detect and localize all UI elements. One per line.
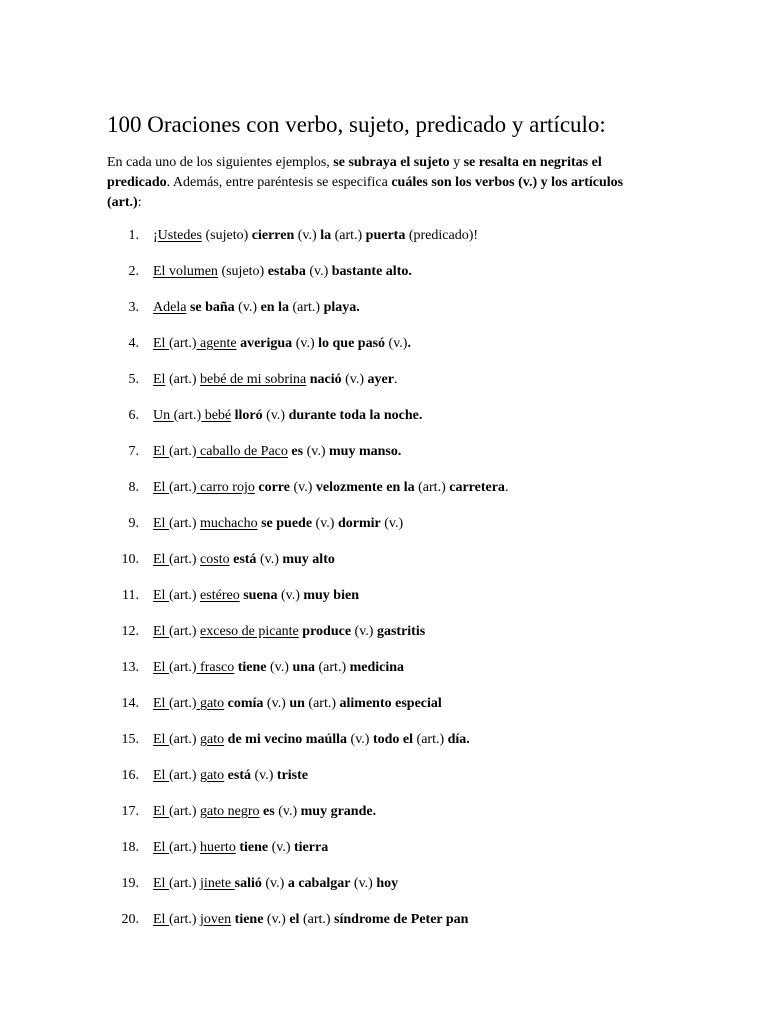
predicate-text: tiene: [239, 840, 269, 855]
item-sentence: [153, 622, 425, 642]
predicate-text: triste: [276, 768, 308, 783]
predicate-text: .: [407, 336, 411, 351]
subject-text: gato: [200, 768, 225, 783]
item-number: 12.: [121, 624, 139, 639]
subject-text: bebé: [201, 408, 232, 423]
item-sentence: [153, 298, 360, 318]
plain-text: (art.): [288, 300, 324, 315]
item-number: 4.: [128, 336, 139, 351]
predicate-text: se resalta en negritas el predicado: [107, 155, 602, 190]
plain-text: (art.): [168, 480, 197, 495]
item-sentence: [153, 730, 470, 750]
predicate-text: el: [289, 912, 300, 927]
item-number: 19.: [121, 876, 139, 891]
subject-text: El: [153, 480, 169, 495]
plain-text: (v.): [385, 336, 408, 351]
sentence-item: [0, 766, 768, 802]
subject-text: El: [153, 876, 169, 891]
predicate-text: estaba: [267, 264, 306, 279]
plain-text: (predicado)!: [405, 228, 479, 243]
subject-text: Adela: [153, 300, 187, 315]
plain-text: (art.): [168, 840, 201, 855]
plain-text: (sujeto): [217, 264, 268, 279]
item-sentence: [153, 514, 403, 534]
item-sentence: [153, 478, 508, 498]
item-number: 18.: [121, 840, 139, 855]
sentence-item: [0, 802, 768, 838]
plain-text: .: [504, 480, 509, 495]
predicate-text: playa.: [323, 300, 360, 315]
sentence-item: [0, 694, 768, 730]
predicate-text: se baña: [189, 300, 235, 315]
predicate-text: está: [233, 552, 257, 567]
subject-text: El: [153, 588, 169, 603]
item-number: 1.: [128, 228, 139, 243]
item-number: 2.: [128, 264, 139, 279]
plain-text: (v.): [305, 264, 332, 279]
subject-text: frasco: [196, 660, 235, 675]
plain-text: .: [393, 372, 398, 387]
subject-text: joven: [200, 912, 232, 927]
plain-text: (art.): [299, 912, 335, 927]
intro-paragraph: [107, 153, 647, 213]
item-sentence: [153, 442, 401, 462]
predicate-text: salió: [234, 876, 262, 891]
plain-text: (art.): [413, 732, 448, 747]
subject-text: El: [153, 768, 169, 783]
predicate-text: tiene: [234, 912, 264, 927]
predicate-text: durante toda la noche.: [288, 408, 423, 423]
predicate-text: nació: [309, 372, 342, 387]
predicate-text: lo que pasó: [318, 336, 386, 351]
predicate-text: de mi vecino maúlla: [227, 732, 348, 747]
subject-text: muchacho: [200, 516, 258, 531]
item-number: 15.: [121, 732, 139, 747]
predicate-text: cierren: [251, 228, 295, 243]
plain-text: :: [137, 195, 142, 210]
sentence-item: [0, 442, 768, 478]
plain-text: (art.): [173, 408, 202, 423]
plain-text: (v.): [294, 228, 321, 243]
predicate-text: bastante alto.: [331, 264, 412, 279]
predicate-text: hoy: [376, 876, 399, 891]
subject-text: carro rojo: [196, 480, 255, 495]
predicate-text: averigua: [240, 336, 293, 351]
predicate-text: dormir: [337, 516, 381, 531]
plain-text: (art.): [165, 372, 201, 387]
subject-text: Ustedes: [157, 228, 202, 243]
subject-text: estéreo: [200, 588, 240, 603]
subject-text: El: [153, 660, 169, 675]
subject-text: jinete: [200, 876, 235, 891]
predicate-text: se puede: [261, 516, 313, 531]
plain-text: y: [449, 155, 464, 170]
plain-text: (v.): [380, 516, 404, 531]
predicate-text: carretera: [449, 480, 505, 495]
plain-text: (v.): [250, 768, 277, 783]
plain-text: ¡: [153, 228, 158, 243]
subject-text: agente: [196, 336, 237, 351]
plain-text: (art.): [168, 444, 197, 459]
predicate-text: cuáles son los verbos (v.) y los artículos (art.): [107, 175, 624, 210]
item-number: 14.: [121, 696, 139, 711]
item-sentence: [153, 334, 411, 354]
subject-text: huerto: [200, 840, 236, 855]
predicate-text: todo el: [372, 732, 414, 747]
plain-text: (v.): [303, 444, 329, 459]
plain-text: (v.): [277, 588, 304, 603]
predicate-text: muy alto: [282, 552, 335, 567]
predicate-text: es: [291, 444, 304, 459]
item-sentence: [153, 802, 376, 822]
plain-text: (art.): [168, 336, 197, 351]
plain-text: (v.): [289, 480, 316, 495]
predicate-text: tiene: [237, 660, 267, 675]
plain-text: (art.): [168, 624, 201, 639]
sentence-item: [0, 298, 768, 334]
sentence-item: [0, 262, 768, 298]
sentence-item: [0, 910, 768, 946]
predicate-text: la: [320, 228, 332, 243]
plain-text: (art.): [168, 660, 197, 675]
plain-text: (v.): [347, 732, 373, 747]
predicate-text: ayer: [367, 372, 394, 387]
plain-text: (v.): [341, 372, 368, 387]
predicate-text: puerta: [365, 228, 406, 243]
item-number: 3.: [128, 300, 139, 315]
predicate-text: muy manso.: [329, 444, 402, 459]
plain-text: (v.): [263, 912, 290, 927]
item-number: 6.: [128, 408, 139, 423]
item-sentence: [153, 658, 404, 678]
plain-text: (v.): [263, 696, 290, 711]
plain-text: (v.): [274, 804, 301, 819]
predicate-text: en la: [260, 300, 289, 315]
plain-text: (art.): [315, 660, 350, 675]
predicate-text: una: [292, 660, 316, 675]
subject-text: El: [153, 552, 169, 567]
predicate-text: muy grande.: [300, 804, 377, 819]
subject-text: gato: [200, 732, 225, 747]
plain-text: En cada uno de los siguientes ejemplos,: [107, 155, 334, 170]
sentence-item: [0, 622, 768, 658]
subject-text: El: [153, 516, 169, 531]
predicate-text: lloró: [234, 408, 263, 423]
sentence-item: [0, 586, 768, 622]
item-sentence: [153, 226, 478, 246]
subject-text: El: [153, 840, 169, 855]
predicate-text: medicina: [349, 660, 405, 675]
sentence-item: [0, 226, 768, 262]
plain-text: (v.): [350, 876, 377, 891]
subject-text: Un: [153, 408, 174, 423]
item-sentence: [153, 586, 359, 606]
plain-text: . Además, entre paréntesis se especifica: [166, 175, 392, 190]
item-sentence: [153, 406, 422, 426]
sentence-item: [0, 838, 768, 874]
subject-text: El: [153, 336, 169, 351]
predicate-text: alimento especial: [339, 696, 442, 711]
subject-text: exceso de picante: [200, 624, 299, 639]
predicate-text: velozmente en la: [315, 480, 415, 495]
sentence-item: [0, 478, 768, 514]
plain-text: (v.): [234, 300, 261, 315]
subject-text: El: [153, 912, 169, 927]
subject-text: bebé de mi sobrina: [200, 372, 307, 387]
predicate-text: suena: [243, 588, 278, 603]
page-title: 100 Oraciones con verbo, sujeto, predicado y artículo:: [107, 112, 606, 137]
item-sentence: [153, 694, 442, 714]
subject-text: costo: [200, 552, 230, 567]
plain-text: (art.): [168, 516, 201, 531]
predicate-text: tierra: [294, 840, 329, 855]
plain-text: (art.): [414, 480, 450, 495]
item-number: 16.: [121, 768, 139, 783]
item-sentence: [153, 370, 397, 390]
plain-text: (art.): [168, 552, 201, 567]
item-sentence: [153, 838, 328, 858]
plain-text: (v.): [261, 876, 288, 891]
subject-text: El: [153, 372, 166, 387]
plain-text: (v.): [292, 336, 319, 351]
predicate-text: gastritis: [376, 624, 426, 639]
plain-text: (v.): [268, 840, 294, 855]
sentence-list: [0, 226, 768, 946]
item-sentence: [153, 262, 412, 282]
item-sentence: [153, 550, 335, 570]
plain-text: (art.): [168, 912, 201, 927]
predicate-text: un: [289, 696, 305, 711]
plain-text: (art.): [304, 696, 340, 711]
plain-text: (art.): [168, 768, 201, 783]
subject-text: caballo de Paco: [196, 444, 288, 459]
plain-text: (v.): [266, 660, 293, 675]
predicate-text: está: [227, 768, 251, 783]
subject-text: El volumen: [153, 264, 218, 279]
predicate-text: se subraya el sujeto: [333, 155, 450, 170]
sentence-item: [0, 874, 768, 910]
plain-text: (v.): [256, 552, 283, 567]
sentence-item: [0, 334, 768, 370]
plain-text: (art.): [168, 804, 201, 819]
item-sentence: [153, 874, 398, 894]
sentence-item: [0, 658, 768, 694]
plain-text: (art.): [168, 588, 201, 603]
predicate-text: día.: [447, 732, 470, 747]
subject-text: gato negro: [200, 804, 260, 819]
item-number: 13.: [121, 660, 139, 675]
sentence-item: [0, 730, 768, 766]
item-number: 11.: [122, 588, 139, 603]
item-sentence: [153, 766, 308, 786]
predicate-text: muy bien: [303, 588, 359, 603]
predicate-text: síndrome de Peter pan: [334, 912, 469, 927]
sentence-item: [0, 514, 768, 550]
plain-text: (sujeto): [202, 228, 252, 243]
plain-text: (v.): [351, 624, 377, 639]
predicate-text: comía: [227, 696, 264, 711]
item-number: 5.: [128, 372, 139, 387]
plain-text: (art.): [168, 696, 197, 711]
predicate-text: es: [263, 804, 275, 819]
item-number: 7.: [128, 444, 139, 459]
item-number: 20.: [121, 912, 139, 927]
item-number: 9.: [128, 516, 139, 531]
predicate-text: produce: [302, 624, 352, 639]
item-sentence: [153, 910, 468, 930]
plain-text: (art.): [331, 228, 366, 243]
subject-text: El: [153, 444, 169, 459]
item-number: 17.: [121, 804, 139, 819]
subject-text: El: [153, 696, 169, 711]
plain-text: (v.): [262, 408, 289, 423]
subject-text: El: [153, 624, 169, 639]
plain-text: (art.): [168, 732, 201, 747]
predicate-text: corre: [258, 480, 290, 495]
plain-text: (art.): [168, 876, 201, 891]
subject-text: El: [153, 804, 169, 819]
subject-text: El: [153, 732, 169, 747]
item-number: 8.: [128, 480, 139, 495]
predicate-text: a cabalgar: [287, 876, 351, 891]
sentence-item: [0, 370, 768, 406]
subject-text: gato: [196, 696, 225, 711]
item-number: 10.: [121, 552, 139, 567]
sentence-item: [0, 406, 768, 442]
plain-text: (v.): [312, 516, 338, 531]
sentence-item: [0, 550, 768, 586]
